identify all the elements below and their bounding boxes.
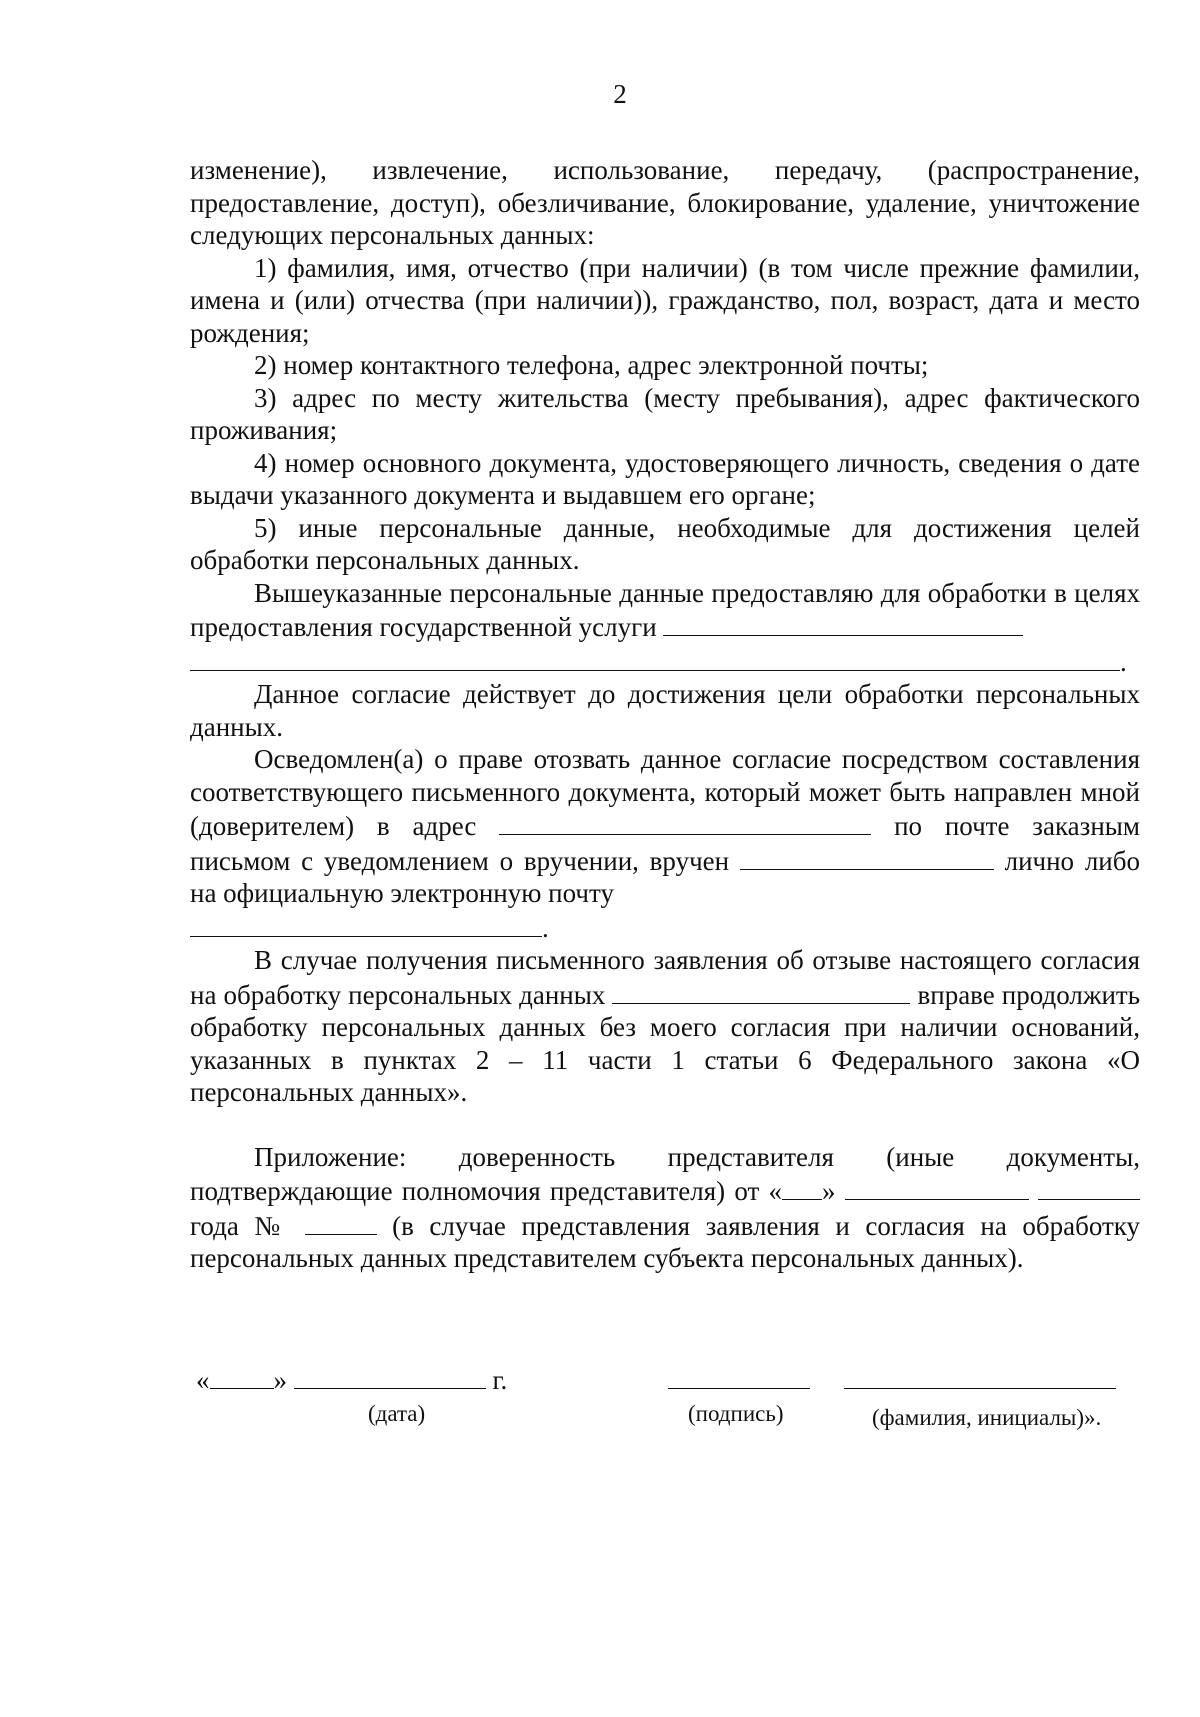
date-caption: (дата) bbox=[368, 1401, 426, 1426]
address-blank[interactable] bbox=[499, 808, 871, 835]
signature-blank[interactable] bbox=[668, 1362, 810, 1389]
name-blank[interactable] bbox=[844, 1362, 1116, 1389]
operator-blank[interactable] bbox=[612, 977, 910, 1004]
email-blank[interactable] bbox=[190, 910, 542, 937]
name-caption: (фамилия, инициалы)». bbox=[872, 1405, 1102, 1430]
name-field bbox=[844, 1362, 1116, 1397]
paragraph-revocation: Осведомлен(а) о праве отозвать данное согласие посредством составления соответствующего письменного документа, который может быть направлен мной (доверителем) в адрес по почте заказным письмом с уведомлением о вручении, вручен лично либо на официальную электронную почту bbox=[190, 744, 1140, 908]
date-month-blank[interactable] bbox=[294, 1362, 486, 1389]
signature-block bbox=[190, 1362, 1140, 1442]
list-item-document-data: 4) номер основного документа, удостоверяющего личность, сведения о дате выдачи указанного документа и выдавшем его органе; bbox=[190, 447, 1140, 510]
attachment-year-blank[interactable] bbox=[1038, 1173, 1140, 1200]
service-name-blank[interactable] bbox=[663, 609, 1023, 636]
signature-caption: (подпись) bbox=[688, 1401, 784, 1426]
attachment-month-blank[interactable] bbox=[845, 1173, 1029, 1200]
paragraph-revocation-email: . bbox=[190, 910, 1140, 945]
list-item-name-data: 1) фамилия, имя, отчество (при наличии) (в том числе прежние фамилии, имена и (или) отчества (при наличии)), гражданство, пол, возраст, дата и место рождения; bbox=[190, 252, 1140, 348]
signature-field bbox=[668, 1362, 810, 1397]
list-item-contact-data: 2) номер контактного телефона, адрес электронной почты; bbox=[254, 350, 929, 380]
paragraph-attachment: Приложение: доверенность представителя (иные документы, подтверждающие полномочия представителя) от « » года № (в случае представления заявления и согласия на обработку персональных данных представителем субъекта персональных данных). bbox=[190, 1141, 1141, 1273]
paragraph-validity: Данное согласие действует до достижения цели обработки персональных данных. bbox=[190, 679, 1140, 742]
delivery-blank[interactable] bbox=[740, 843, 994, 870]
list-item-address-data: 3) адрес по месту жительства (месту пребывания), адрес фактического проживания; bbox=[190, 382, 1140, 445]
paragraph-processing-actions: изменение), извлечение, использование, передачу, (распространение, предоставление, доступ), обезличивание, блокирование, удаление, уничтожение следующих персональных данных: bbox=[190, 155, 1140, 250]
date-day-blank[interactable] bbox=[210, 1362, 274, 1389]
service-name-blank-continued[interactable] bbox=[190, 644, 1120, 671]
attachment-day-blank[interactable] bbox=[782, 1173, 822, 1200]
paragraph-purpose: Вышеуказанные персональные данные предоставляю для обработки в целях предоставления государственной услуги bbox=[190, 577, 1140, 642]
paragraph-withdrawal: В случае получения письменного заявления об отзыве настоящего согласия на обработку персональных данных вправе продолжить обработку персональных данных без моего согласия при наличии оснований, указанных в пунктах 2 – 11 части 1 статьи 6 Федерального закона «О персональных данных». bbox=[190, 945, 1141, 1107]
page-number: 2 bbox=[613, 79, 627, 109]
paragraph-purpose-continuation: . bbox=[190, 644, 1140, 679]
date-field: « » г. bbox=[196, 1362, 507, 1397]
document-body bbox=[190, 154, 1140, 1275]
list-item-other-data: 5) иные персональные данные, необходимые для достижения целей обработки персональных данных. bbox=[190, 512, 1140, 575]
attachment-number-blank[interactable] bbox=[305, 1208, 377, 1235]
